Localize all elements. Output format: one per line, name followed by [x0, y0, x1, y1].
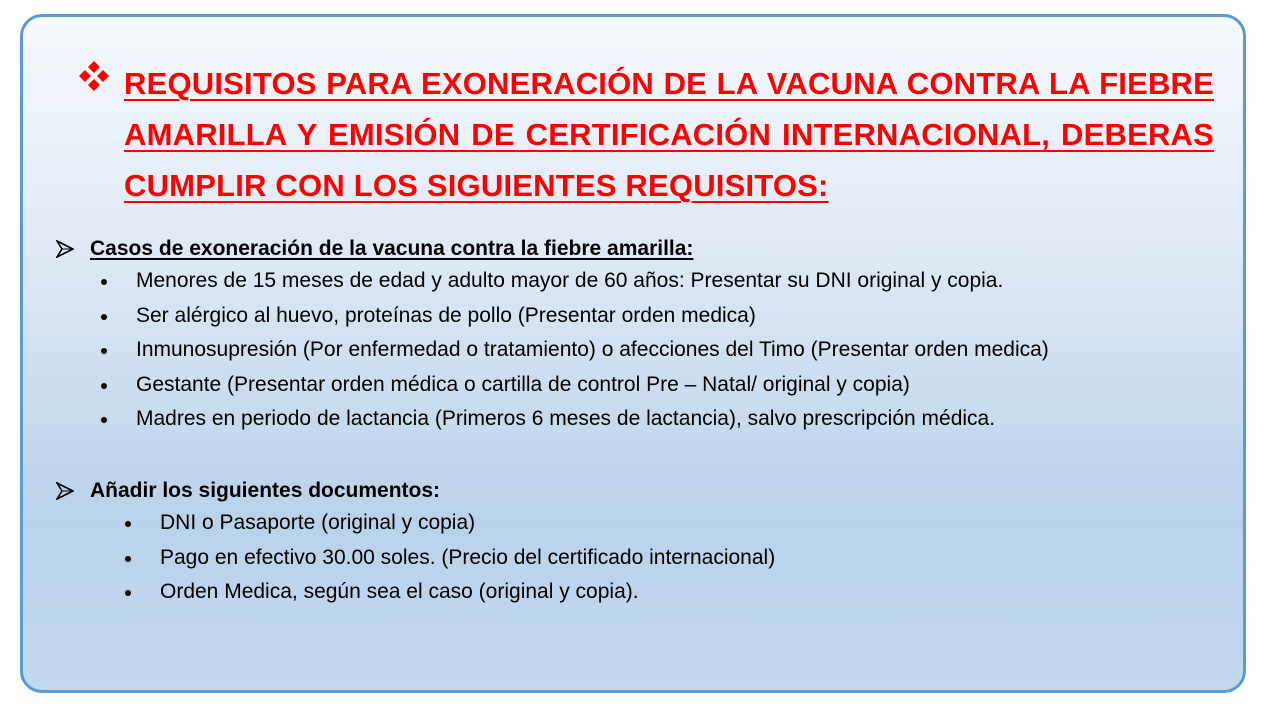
dot-icon [101, 279, 107, 285]
dot-icon [125, 590, 131, 596]
list-item: Menores de 15 meses de edad y adulto mayor de 60 años: Presentar su DNI original y copia. [56, 269, 1236, 304]
dot-icon [101, 348, 107, 354]
section-heading-text: Añadir los siguientes documentos: [90, 479, 441, 502]
dot-icon [101, 383, 107, 389]
documents-list [56, 511, 1236, 615]
section-heading [56, 478, 1236, 504]
list-item: Inmunosupresión (Por enfermedad o tratamiento) o afecciones del Timo (Presentar orden medica) [56, 338, 1236, 373]
exemption-section [56, 236, 1236, 442]
page-title: REQUISITOS PARA EXONERACIÓN DE LA VACUNA CONTRA LA FIEBRE AMARILLA Y EMISIÓN DE CERTIFICACIÓN INTERNACIONAL, DEBERAS CUMPLIR CON LOS SIGUIENTES REQUISITOS: [124, 66, 1214, 203]
list-item: DNI o Pasaporte (original y copia) [56, 511, 1236, 546]
exemption-list [56, 269, 1236, 442]
dot-icon [101, 314, 107, 320]
list-item: Ser alérgico al huevo, proteínas de pollo (Presentar orden medica) [56, 304, 1236, 339]
arrowhead-icon [56, 240, 74, 258]
dot-icon [125, 556, 131, 562]
list-item: Madres en periodo de lactancia (Primeros 6 meses de lactancia), salvo prescripción médica. [56, 407, 1236, 442]
diamond-four-dots-icon [78, 60, 110, 92]
dot-icon [101, 417, 107, 423]
dot-icon [125, 521, 131, 527]
arrowhead-icon [56, 482, 74, 500]
section-heading [56, 236, 1236, 262]
section-heading-text: Casos de exoneración de la vacuna contra la fiebre amarilla: [90, 237, 694, 260]
list-item: Pago en efectivo 30.00 soles. (Precio del certificado internacional) [56, 546, 1236, 581]
list-item: Orden Medica, según sea el caso (original y copia). [56, 580, 1236, 615]
list-item: Gestante (Presentar orden médica o cartilla de control Pre – Natal/ original y copia) [56, 373, 1236, 408]
documents-section [56, 478, 1236, 615]
